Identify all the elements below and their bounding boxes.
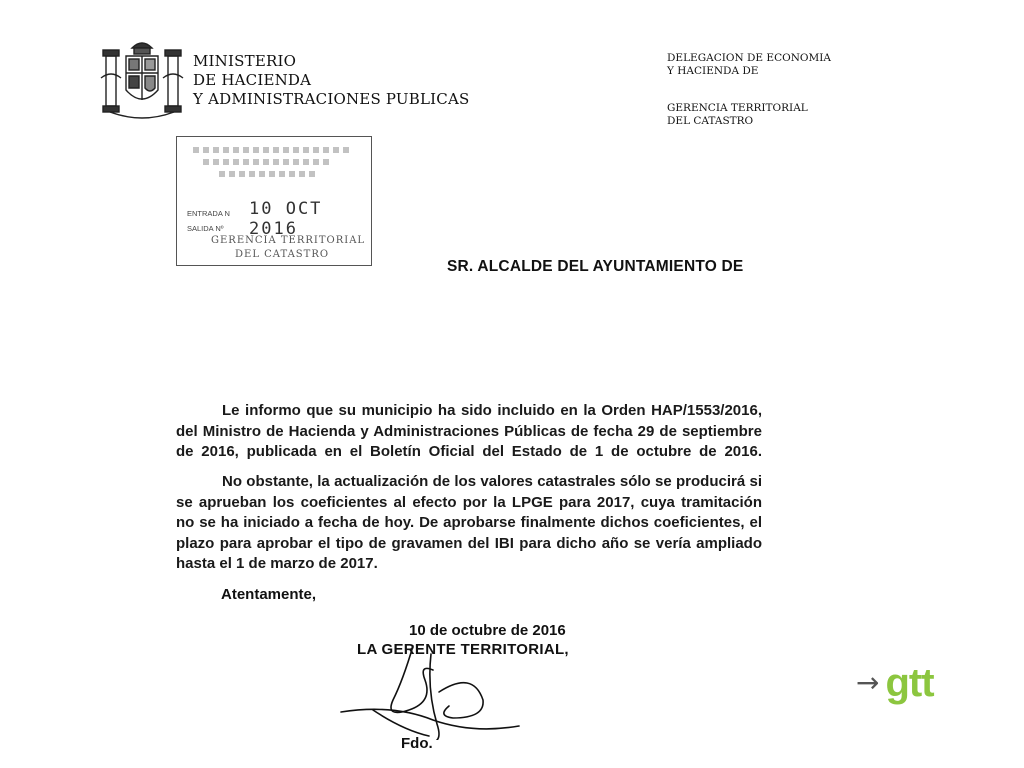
gtt-logo	[856, 658, 956, 708]
paragraph-1	[176, 401, 762, 463]
paragraph-1-line: del Ministro de Hacienda y Administraciones Públicas de fecha 29 de septiembre	[176, 422, 762, 440]
paragraph-2-line: no se ha iniciado a fecha de hoy. De aprobarse finalmente dichos coeficientes, el	[176, 514, 762, 531]
ministry-line-2: DE HACIENDA	[193, 71, 312, 89]
paragraph-2-line: se aprueban los coeficientes al efecto por la LPGE para 2017, cuya tramitación	[176, 493, 762, 511]
closing: Atentamente,	[221, 586, 317, 603]
stamp-line-2: DEL CATASTRO	[235, 249, 330, 260]
ministry-name	[193, 52, 469, 109]
paragraph-1-line: de 2016, publicada en el Boletín Oficial del Estado de 1 de octubre de 2016.	[176, 443, 762, 460]
handwritten-signature	[333, 640, 523, 740]
paragraph-2-line: No obstante, la actualización de los valores catastrales sólo se producirá si	[222, 473, 762, 490]
signature-date: 10 de octubre de 2016	[409, 622, 566, 639]
signer-title: LA GERENTE TERRITORIAL,	[357, 641, 569, 658]
stamp-salida-label: SALIDA Nº	[187, 224, 224, 233]
stamp-date: 10 OCT 2016	[249, 199, 323, 239]
recipient: SR. ALCALDE DEL AYUNTAMIENTO DE	[447, 258, 744, 275]
paragraph-2	[176, 472, 762, 575]
delegacion-line-1: DELEGACION DE ECONOMIA	[667, 52, 832, 64]
paragraph-2-line: hasta el 1 de marzo de 2017.	[176, 555, 378, 572]
gtt-logo-text: gtt	[885, 661, 934, 705]
gerencia-line-2: DEL CATASTRO	[667, 115, 754, 127]
signed-label: Fdo.	[401, 735, 433, 752]
coat-of-arms-icon	[98, 38, 186, 124]
ministry-line-3: Y ADMINISTRACIONES PUBLICAS	[193, 90, 470, 108]
stamp-line-1: GERENCIA TERRITORIAL	[211, 235, 366, 246]
registry-stamp	[176, 136, 372, 266]
delegacion-line-2: Y HACIENDA DE	[667, 65, 759, 77]
gerencia-line-1: GERENCIA TERRITORIAL	[667, 102, 808, 114]
stamp-entrada-label: ENTRADA N	[187, 209, 230, 218]
office-header	[667, 52, 831, 128]
paragraph-1-line: Le informo que su municipio ha sido incluido en la Orden HAP/1553/2016,	[222, 402, 762, 419]
ministry-line-1: MINISTERIO	[193, 52, 297, 70]
arrow-right-icon: →	[856, 666, 880, 699]
paragraph-2-line: plazo para aprobar el tipo de gravamen del IBI para dicho año se vería ampliado	[176, 534, 762, 552]
